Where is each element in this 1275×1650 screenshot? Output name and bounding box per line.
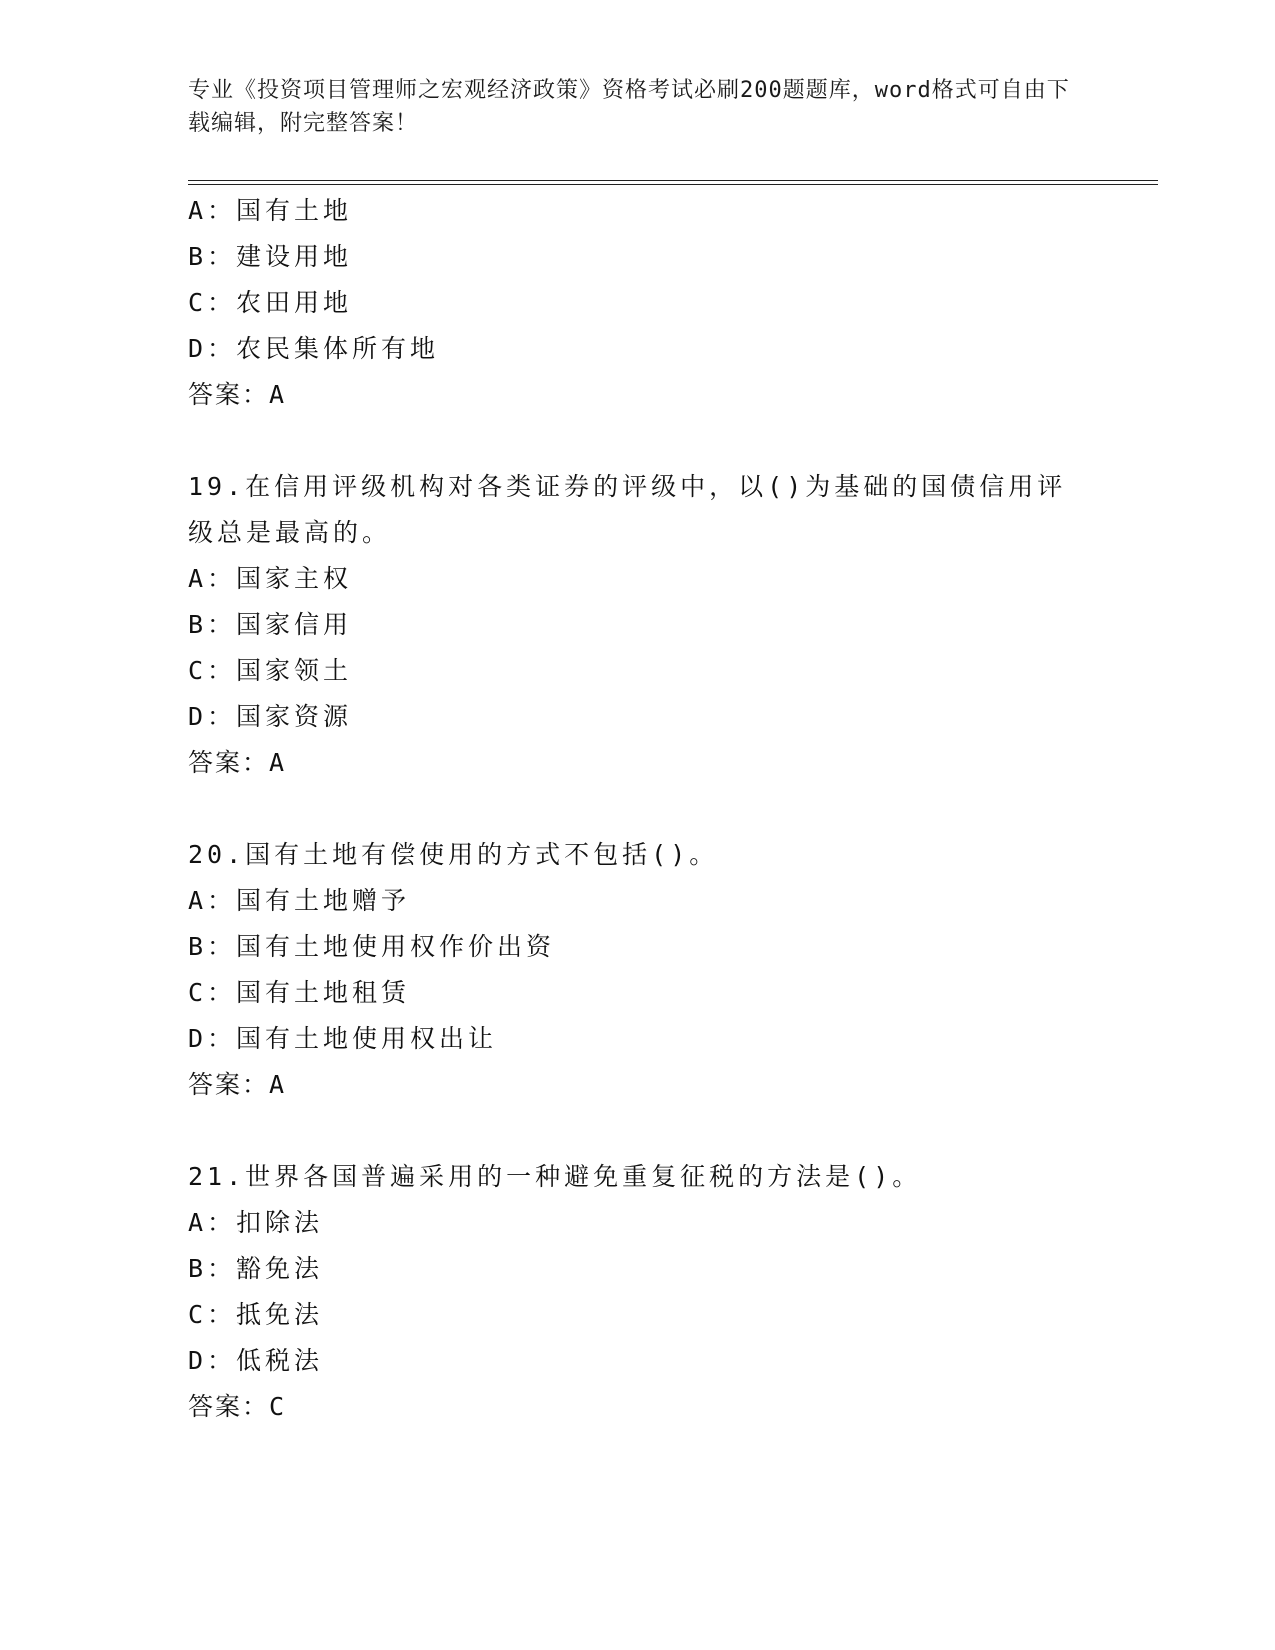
- option-b: B：国家信用: [188, 610, 353, 639]
- option-d: D：农民集体所有地: [188, 334, 440, 363]
- option-c: C：农田用地: [188, 288, 353, 317]
- option-a: A：国有土地赠予: [188, 886, 411, 915]
- question-block-19: [188, 464, 1088, 786]
- answer-line: [188, 1062, 1088, 1108]
- question-text: 20.国有土地有偿使用的方式不包括()。: [188, 840, 719, 869]
- option-b: B：建设用地: [188, 242, 353, 271]
- answer-value: C: [269, 1392, 286, 1421]
- option-a: A：国家主权: [188, 564, 353, 593]
- option-d: D：国有土地使用权出让: [188, 1024, 498, 1053]
- option-c: C：国有土地租赁: [188, 978, 411, 1007]
- option-c: C：国家领土: [188, 656, 353, 685]
- header-divider: [188, 180, 1158, 185]
- answer-value: A: [269, 380, 286, 409]
- question-block-20: [188, 832, 1088, 1108]
- question-text: 21.世界各国普遍采用的一种避免重复征税的方法是()。: [188, 1162, 922, 1191]
- question-block-18: [188, 188, 1088, 418]
- answer-value: A: [269, 748, 286, 777]
- document-body: [188, 188, 1088, 1430]
- option-c: C：抵免法: [188, 1300, 324, 1329]
- option-d: D：低税法: [188, 1346, 324, 1375]
- option-b: B：豁免法: [188, 1254, 324, 1283]
- answer-label: 答案：: [188, 380, 270, 409]
- answer-line: [188, 1384, 1088, 1430]
- option-b: B：国有土地使用权作价出资: [188, 932, 556, 961]
- answer-label: 答案：: [188, 748, 270, 777]
- option-a: A：扣除法: [188, 1208, 324, 1237]
- document-header: 专业《投资项目管理师之宏观经济政策》资格考试必刷200题题库，word格式可自由下载编辑，附完整答案！: [188, 78, 1070, 136]
- answer-line: [188, 740, 1088, 786]
- question-text: 19.在信用评级机构对各类证券的评级中，以()为基础的国债信用评级总是最高的。: [188, 472, 1067, 547]
- option-a: A：国有土地: [188, 196, 353, 225]
- question-block-21: [188, 1154, 1088, 1430]
- answer-label: 答案：: [188, 1070, 270, 1099]
- answer-line: [188, 372, 1088, 418]
- answer-label: 答案：: [188, 1392, 270, 1421]
- option-d: D：国家资源: [188, 702, 353, 731]
- answer-value: A: [269, 1070, 286, 1099]
